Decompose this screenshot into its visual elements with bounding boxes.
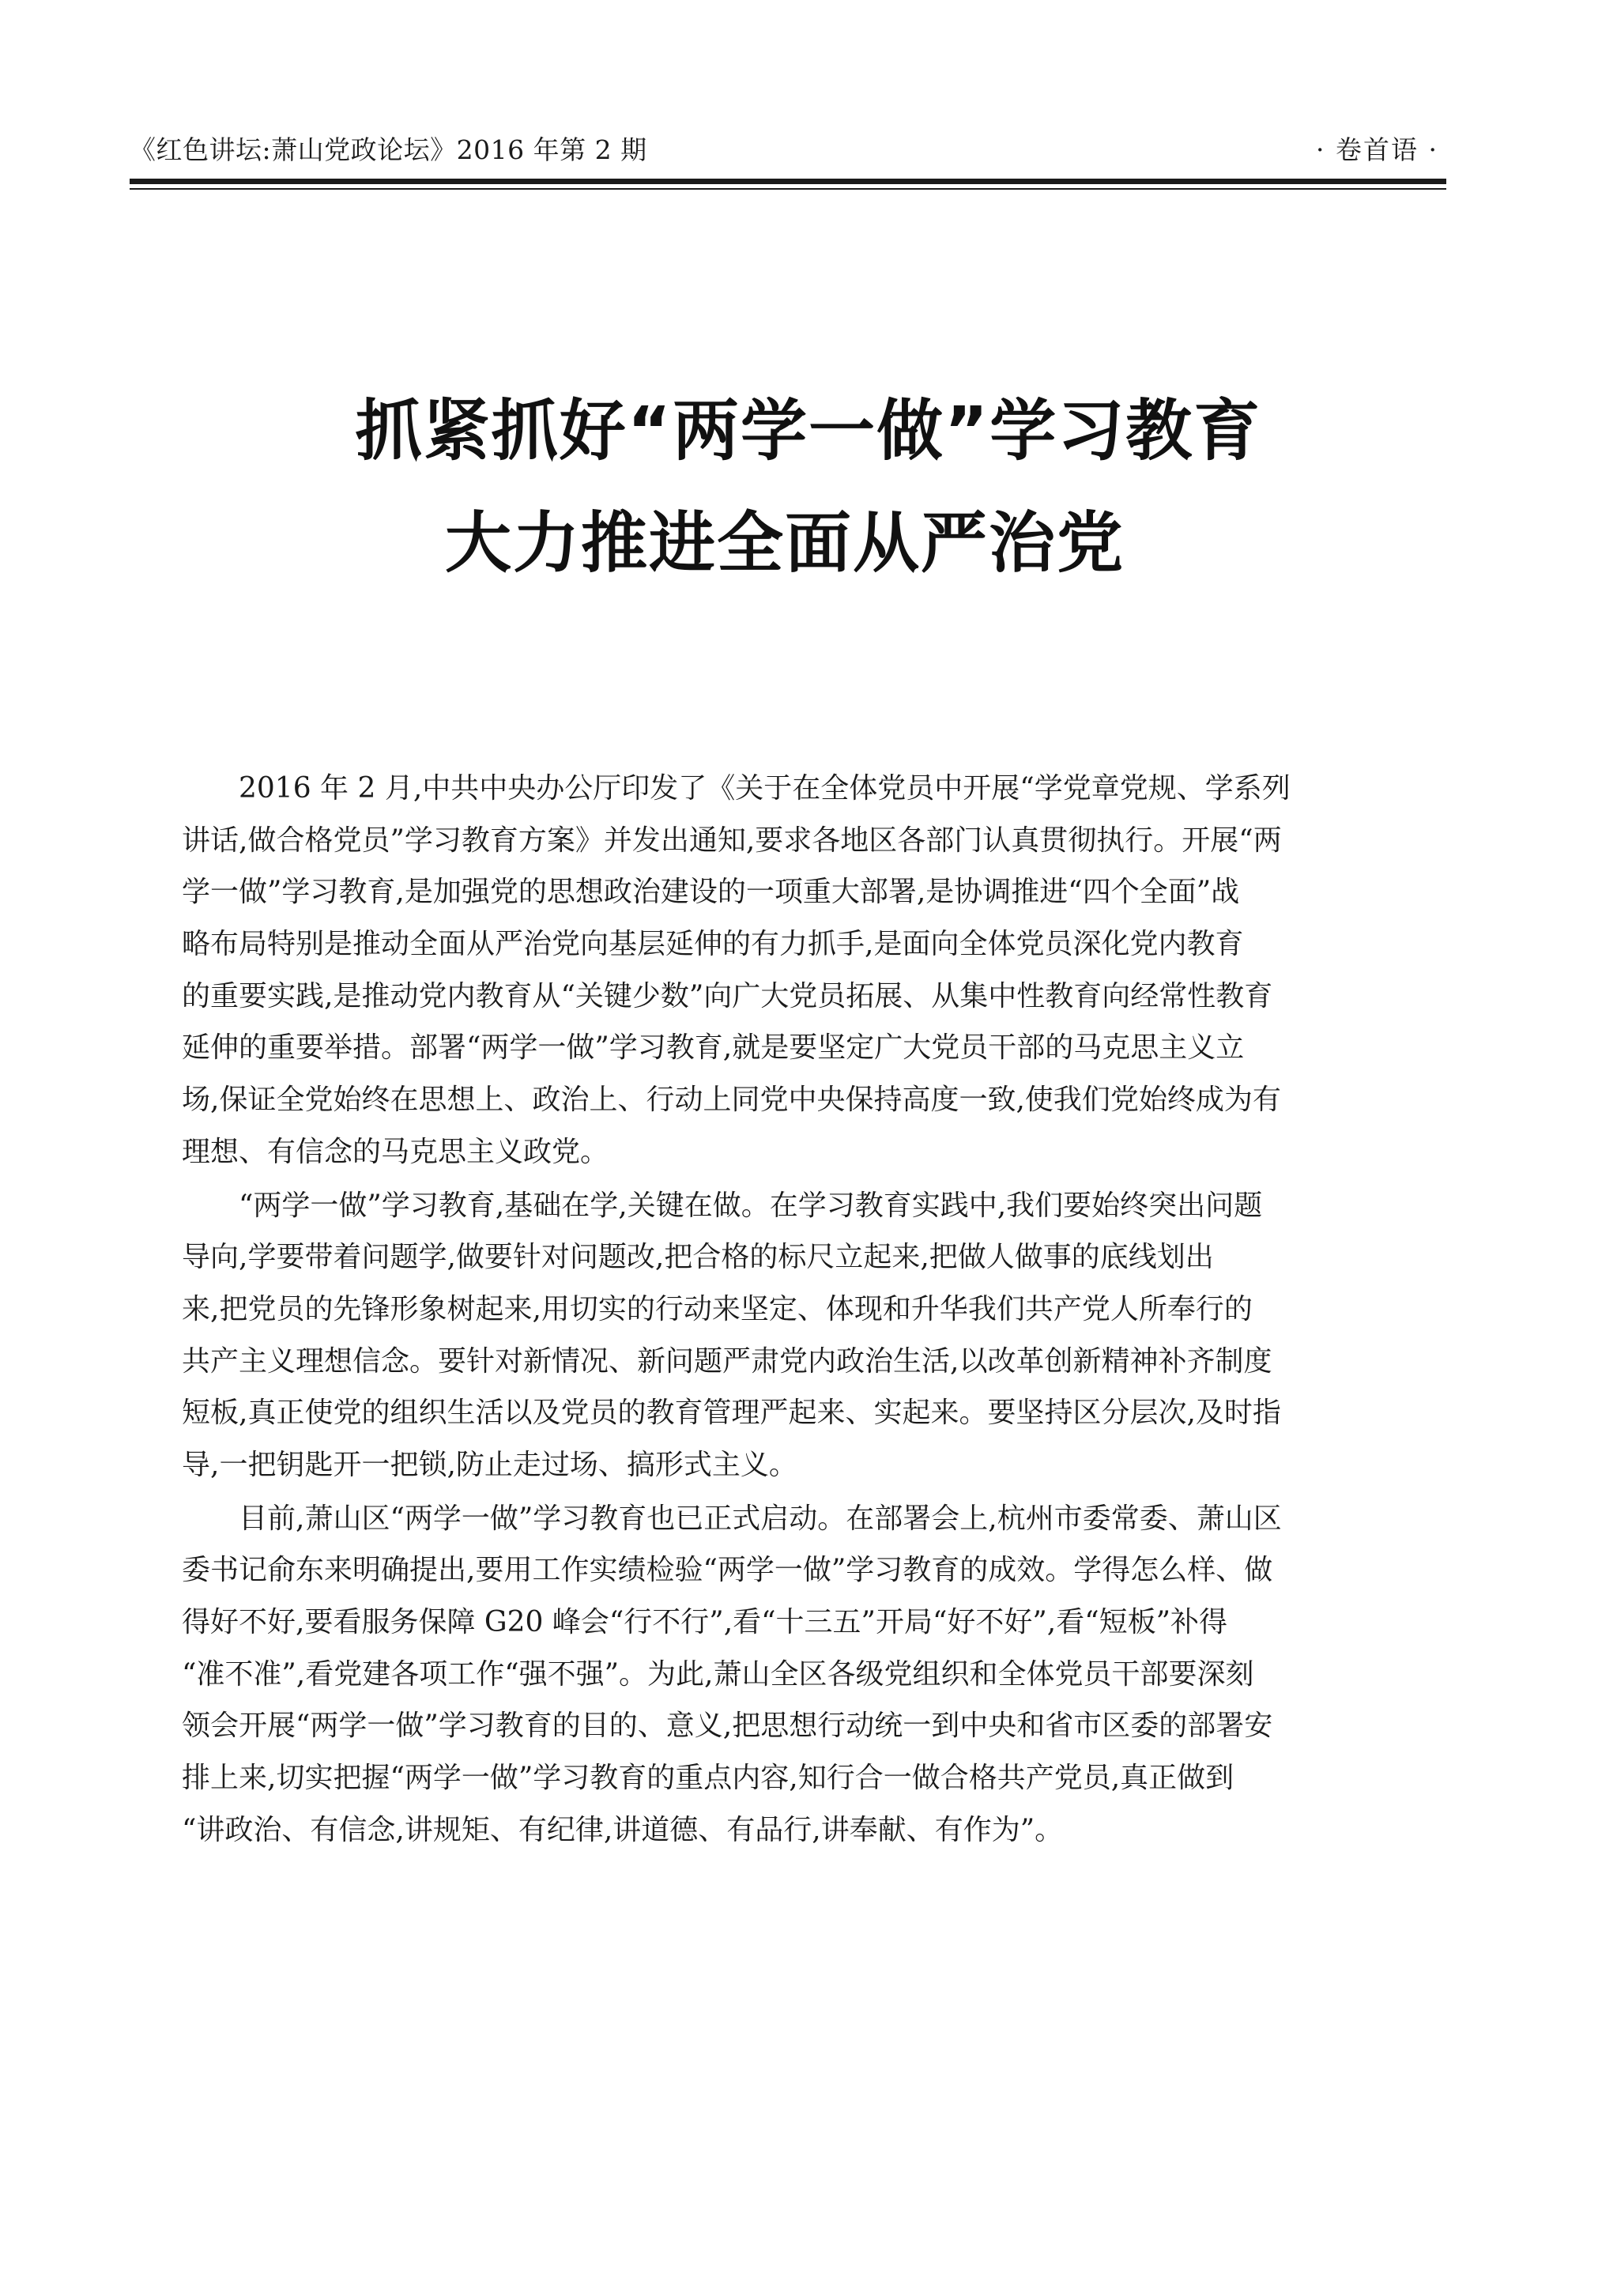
text-line: 理想、有信念的马克思主义政党。 [182, 1135, 609, 1168]
text-line: “两学一做”学习教育,基础在学,关键在做。在学习教育实践中,我们要始终突出问题 [182, 1189, 1263, 1222]
text-line: 略布局特别是推动全面从严治党向基层延伸的有力抓手,是面向全体党员深化党内教育 [182, 928, 1244, 961]
header-rule-thick [130, 179, 1446, 184]
text-line: 得好不好,要看服务保障 G20 峰会“行不行”,看“十三五”开局“好不好”,看“短板”补得 [182, 1606, 1228, 1638]
text-line: 导向,学要带着问题学,做要针对问题改,把合格的标尺立起来,把做人做事的底线划出 [182, 1241, 1214, 1274]
journal-issue: 《红色讲坛:萧山党政论坛》2016 年第 2 期 [130, 134, 647, 165]
article-body [182, 763, 1446, 1856]
text-line: 场,保证全党始终在思想上、政治上、行动上同党中央保持高度一致,使我们党始终成为有 [182, 1084, 1281, 1117]
paragraph-3 [182, 1493, 1446, 1857]
text-line: 短板,真正使党的组织生活以及党员的教育管理严起来、实起来。要坚持区分层次,及时指 [182, 1397, 1281, 1430]
text-line: 延伸的重要举措。部署“两学一做”学习教育,就是要坚定广大党员干部的马克思主义立 [182, 1031, 1245, 1065]
text-line: 讲话,做合格党员”学习教育方案》并发出通知,要求各地区各部门认真贯彻执行。开展“两 [182, 824, 1282, 857]
text-line: “讲政治、有信念,讲规矩、有纪律,讲道德、有品行,讲奉献、有作为”。 [182, 1813, 1064, 1846]
article-title-line-2: 大力推进全面从严治党 [444, 504, 1125, 582]
text-line: 共产主义理想信念。要针对新情况、新问题严肃党内政治生活,以改革创新精神补齐制度 [182, 1344, 1272, 1378]
paragraph-2 [182, 1180, 1446, 1491]
section-label: · 卷首语 · [1316, 134, 1438, 165]
text-line: 的重要实践,是推动党内教育从“关键少数”向广大党员拓展、从集中性教育向经常性教育 [182, 979, 1273, 1012]
text-line: 来,把党员的先锋形象树起来,用切实的行动来坚定、体现和升华我们共产党人所奉行的 [182, 1292, 1253, 1325]
running-header [130, 125, 1446, 174]
paragraph-1 [182, 763, 1446, 1178]
text-line: “准不准”,看党建各项工作“强不强”。为此,萧山全区各级党组织和全体党员干部要深刻 [182, 1657, 1254, 1691]
header-rule-thin [130, 188, 1446, 190]
text-line: 导,一把钥匙开一把锁,防止走过场、搞形式主义。 [182, 1448, 797, 1481]
article-title-line-1: 抓紧抓好“两学一做”学习教育 [355, 392, 1262, 469]
text-line: 委书记俞东来明确提出,要用工作实绩检验“两学一做”学习教育的成效。学得怎么样、做 [182, 1554, 1273, 1587]
text-line: 目前,萧山区“两学一做”学习教育也已正式启动。在部署会上,杭州市委常委、萧山区 [182, 1502, 1282, 1535]
text-line: 学一做”学习教育,是加强党的思想政治建设的一项重大部署,是协调推进“四个全面”战 [182, 876, 1240, 909]
text-line: 排上来,切实把握“两学一做”学习教育的重点内容,知行合一做合格共产党员,真正做到 [182, 1762, 1234, 1795]
text-line: 领会开展“两学一做”学习教育的目的、意义,把思想行动统一到中央和省市区委的部署安 [182, 1710, 1273, 1743]
text-line: 2016 年 2 月,中共中央办公厅印发了《关于在全体党员中开展“学党章党规、学系列 [182, 772, 1291, 805]
